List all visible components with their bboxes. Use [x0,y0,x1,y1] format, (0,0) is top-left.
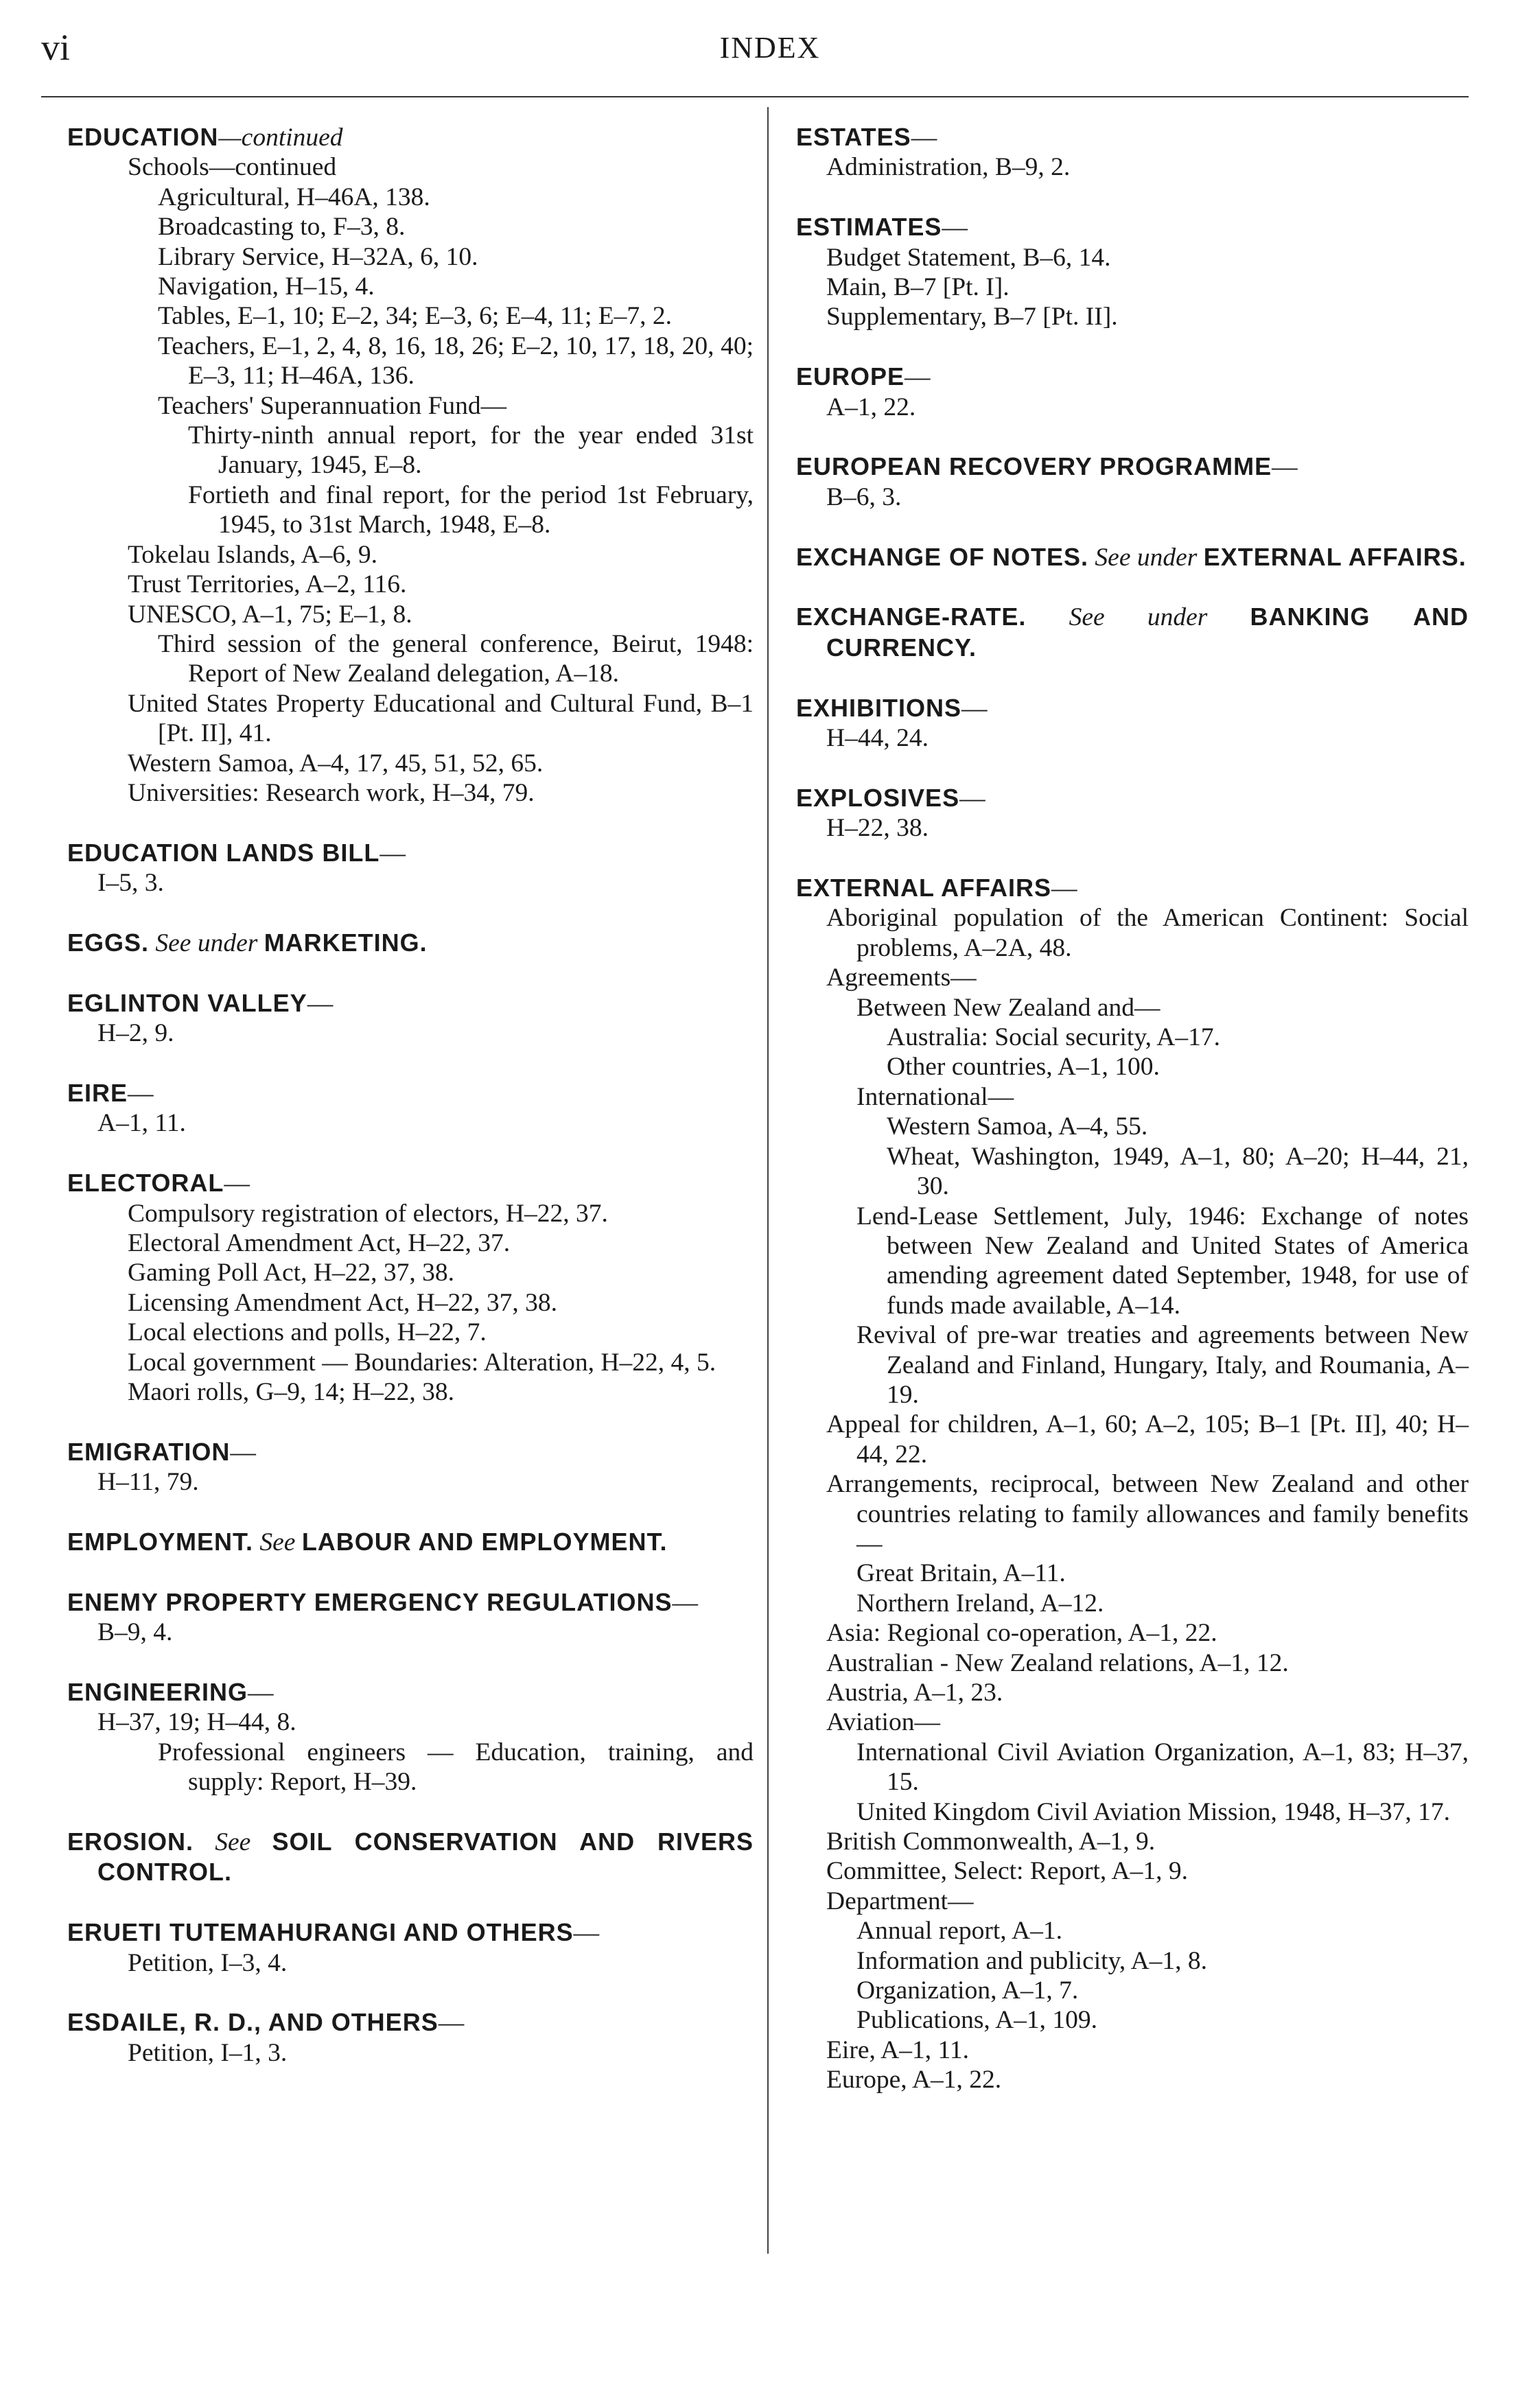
entry-line: Appeal for children, A–1, 60; A–2, 105; B–1 [Pt. II], 40; H–44, 22. [826,1410,1469,1469]
entry-heading-suffix: — [942,213,968,242]
see-reference: See under [1069,603,1208,632]
index-entry [67,838,754,898]
entry-line: A–1, 11. [97,1109,186,1138]
left-column [67,122,754,2068]
entry-line: Committee, Select: Report, A–1, 9. [826,1857,1189,1886]
index-entry [796,783,1469,843]
entry-heading-line [67,2007,754,2038]
see-target: LABOUR AND EMPLOYMENT. [301,1527,668,1556]
entry-line: Other countries, A–1, 100. [887,1053,1160,1082]
entry-line: Western Samoa, A–4, 17, 45, 51, 52, 65. [128,749,544,778]
entry-line: H–37, 19; H–44, 8. [97,1708,296,1737]
entry-heading: ESTIMATES [796,213,942,242]
see-target: MARKETING. [264,928,428,957]
entry-heading-line [67,1917,754,1948]
entry-line: International Civil Aviation Organization, A–1, 83; H–37, 15. [856,1738,1469,1797]
entry-line: Publications, A–1, 109. [856,2006,1098,2035]
entry-heading-suffix: — [1272,453,1298,482]
index-entry [796,693,1469,754]
entry-line: United Kingdom Civil Aviation Mission, 1948, H–37, 17. [856,1797,1450,1826]
entry-heading: EIRE [67,1078,128,1107]
index-entry [67,1527,754,1557]
page-header [0,0,1540,124]
entry-line: Agricultural, H–46A, 138. [158,183,430,211]
entry-heading-line [796,873,1469,903]
entry-heading-suffix: — [961,694,988,723]
entry-heading-line [67,838,754,868]
entry-line: Supplementary, B–7 [Pt. II]. [826,303,1118,331]
entry-line: Third session of the general conference, Beirut, 1948: Report of New Zealand delegation, A–18. [158,629,754,688]
entry-heading-line [796,693,1469,723]
entry-heading-suffix: — [1051,874,1077,903]
entry-line: Licensing Amendment Act, H–22, 37, 38. [128,1288,557,1317]
index-entry [67,1078,754,1139]
entry-line: Electoral Amendment Act, H–22, 37. [128,1228,511,1257]
index-entry [796,602,1469,663]
entry-line: Petition, I–3, 4. [128,1948,288,1977]
entry-line: Northern Ireland, A–12. [856,1589,1104,1618]
entry-line: Main, B–7 [Pt. I]. [826,273,1010,302]
entry-heading: EXCHANGE-RATE. [796,603,1027,631]
entry-line: International— [856,1082,1014,1111]
entry-heading-line [67,1527,754,1557]
entry-heading: EDUCATION LANDS BILL [67,838,380,867]
index-entry [67,122,754,808]
entry-line: Navigation, H–15, 4. [158,272,375,301]
entry-line: Lend-Lease Settlement, July, 1946: Exchange of notes between New Zealand and United States of America amending agreement dated September, 1948, for use of funds made available, A–14. [856,1202,1469,1320]
entry-heading: ELECTORAL [67,1169,224,1198]
entry-line: Austria, A–1, 23. [826,1679,1003,1707]
entry-line: A–1, 22. [826,393,916,421]
entry-line: B–6, 3. [826,482,902,511]
entry-heading-suffix: —continued [218,124,343,152]
entry-line: Trust Territories, A–2, 116. [128,570,407,599]
entry-line: H–2, 9. [97,1019,174,1048]
entry-line: Schools—continued [128,153,337,182]
entry-line: Europe, A–1, 22. [826,2066,1002,2094]
entry-heading-suffix: — [230,1438,256,1467]
entry-heading: ESTATES [796,123,911,151]
entry-line: Fortieth and final report, for the period 1st February, 1945, to 31st March, 1948, E–8. [188,480,754,539]
entry-heading-line [67,1437,754,1467]
entry-line: Between New Zealand and— [856,993,1160,1022]
entry-heading: EGLINTON VALLEY [67,988,307,1017]
entry-line: Aviation— [826,1708,940,1737]
entry-heading: EGGS. [67,928,150,957]
entry-heading-line [67,1168,754,1198]
index-entry [67,1437,754,1497]
entry-heading-suffix: — [224,1169,250,1198]
entry-line: H–11, 79. [97,1468,199,1497]
page-title: INDEX [719,31,821,65]
entry-heading-line [796,602,1469,663]
entry-line: UNESCO, A–1, 75; E–1, 8. [128,600,412,629]
entry-line: Thirty-ninth annual report, for the year ended 31st January, 1945, E–8. [188,421,754,480]
entry-line: Revival of pre-war treaties and agreements between New Zealand and Finland, Hungary, Italy, and Roumania, A–19. [856,1321,1469,1409]
entry-line: H–22, 38. [826,814,929,843]
entry-heading-line [796,783,1469,813]
entry-heading: EUROPE [796,362,905,391]
entry-heading-suffix: — [672,1588,698,1617]
header-rule [41,96,1469,97]
entry-line: Department— [826,1887,974,1915]
entry-heading-line [796,122,1469,152]
entry-line: Teachers, E–1, 2, 4, 8, 16, 18, 26; E–2, 10, 17, 18, 20, 40; E–3, 11; H–46A, 136. [158,331,754,390]
entry-heading-line [67,928,754,958]
entry-heading: EMPLOYMENT. [67,1527,254,1556]
entry-line: Australia: Social security, A–17. [887,1023,1221,1052]
entry-heading: ENGINEERING [67,1677,248,1706]
entry-line: I–5, 3. [97,869,164,898]
page-number: vi [41,27,71,68]
entry-line: Western Samoa, A–4, 55. [887,1112,1148,1141]
entry-heading-line [67,1078,754,1108]
right-column [796,122,1469,2095]
entry-heading: EXPLOSIVES [796,783,960,812]
see-reference: See [215,1828,251,1856]
see-reference: See under [1095,543,1198,572]
entry-line: Tables, E–1, 10; E–2, 34; E–3, 6; E–4, 11; E–7, 2. [158,302,673,331]
see-target: BANKING AND CURRENCY. [826,603,1469,662]
index-entry [67,1677,754,1797]
entry-line: Local government — Boundaries: Alteration, H–22, 4, 5. [128,1348,716,1377]
entry-line: Australian - New Zealand relations, A–1, 12. [826,1648,1289,1677]
entry-heading-suffix: — [380,839,406,867]
entry-line: Tokelau Islands, A–6, 9. [128,540,377,569]
entry-line: Agreements— [826,964,977,992]
entry-line: Arrangements, reciprocal, between New Zealand and other countries relating to family allowances and family benefits— [826,1470,1469,1558]
entry-heading: EXCHANGE OF NOTES. [796,542,1089,571]
see-reference: See under [155,929,258,957]
entry-line: United States Property Educational and Cultural Fund, B–1 [Pt. II], 41. [128,689,754,748]
entry-line: Great Britain, A–11. [856,1559,1066,1588]
entry-line: B–9, 4. [97,1618,173,1647]
entry-line: Local elections and polls, H–22, 7. [128,1318,487,1347]
index-entry [796,542,1469,572]
entry-line: Asia: Regional co-operation, A–1, 22. [826,1619,1217,1648]
entry-heading-line [67,1827,754,1888]
entry-heading: EXTERNAL AFFAIRS [796,874,1052,902]
entry-heading: EDUCATION [67,123,219,151]
entry-heading: EXHIBITIONS [796,693,962,722]
entry-heading-line [67,1677,754,1707]
entry-line: Petition, I–1, 3. [128,2038,288,2067]
entry-heading-line [796,452,1469,482]
index-entry [796,212,1469,332]
index-entry [67,988,754,1049]
entry-heading-suffix: — [438,2009,465,2038]
index-entry [67,1168,754,1407]
entry-heading: EMIGRATION [67,1437,231,1466]
entry-line: Compulsory registration of electors, H–22, 37. [128,1199,608,1228]
entry-heading-suffix: — [248,1678,274,1707]
entry-line: British Commonwealth, A–1, 9. [826,1828,1156,1856]
index-entry [67,1917,754,1978]
entry-heading-suffix: — [128,1079,154,1108]
index-entry [67,928,754,958]
see-reference: See [259,1528,296,1556]
index-entry [796,362,1469,422]
entry-heading-suffix: — [905,363,931,392]
index-entry [67,2007,754,2068]
entry-line: Eire, A–1, 11. [826,2035,969,2064]
entry-heading-line [67,1587,754,1618]
entry-heading-line [796,212,1469,242]
entry-heading-line [796,542,1469,572]
entry-line: H–44, 24. [826,724,929,753]
entry-heading: ERUETI TUTEMAHURANGI AND OTHERS [67,1918,574,1947]
entry-line: Annual report, A–1. [856,1917,1062,1946]
entry-line: Broadcasting to, F–3, 8. [158,213,406,242]
entry-heading-suffix: — [959,784,985,813]
index-entry [796,873,1469,2095]
see-target: EXTERNAL AFFAIRS. [1203,542,1467,571]
entry-heading-line [796,362,1469,392]
entry-line: Teachers' Superannuation Fund— [158,391,507,420]
entry-heading-suffix: — [573,1919,600,1948]
column-divider [767,107,769,2254]
entry-line: Gaming Poll Act, H–22, 37, 38. [128,1259,455,1287]
entry-line: Information and publicity, A–1, 8. [856,1946,1208,1975]
entry-line: Library Service, H–32A, 6, 10. [158,242,478,271]
entry-heading-line [67,122,754,152]
entry-line: Wheat, Washington, 1949, A–1, 80; A–20; H–44, 21, 30. [887,1142,1469,1201]
entry-line: Maori rolls, G–9, 14; H–22, 38. [128,1377,455,1406]
index-entry [796,122,1469,183]
entry-heading-suffix: — [911,124,937,152]
index-entry [67,1587,754,1648]
index-entry [67,1827,754,1888]
entry-heading-line [67,988,754,1018]
entry-heading: EROSION. [67,1828,194,1856]
entry-heading: ENEMY PROPERTY EMERGENCY REGULATIONS [67,1587,673,1616]
entry-heading: EUROPEAN RECOVERY PROGRAMME [796,452,1272,481]
entry-line: Organization, A–1, 7. [856,1976,1079,2005]
entry-heading-suffix: — [307,989,334,1018]
index-entry [796,452,1469,512]
see-target: SOIL CONSERVATION AND RIVERS CONTROL. [97,1828,754,1887]
entry-line: Aboriginal population of the American Continent: Social problems, A–2A, 48. [826,904,1469,962]
entry-line: Universities: Research work, H–34, 79. [128,778,535,807]
entry-line: Budget Statement, B–6, 14. [826,243,1111,272]
entry-line: Professional engineers — Education, training, and supply: Report, H–39. [158,1738,754,1797]
entry-heading: ESDAILE, R. D., AND OTHERS [67,2008,439,2037]
entry-line: Administration, B–9, 2. [826,153,1071,182]
